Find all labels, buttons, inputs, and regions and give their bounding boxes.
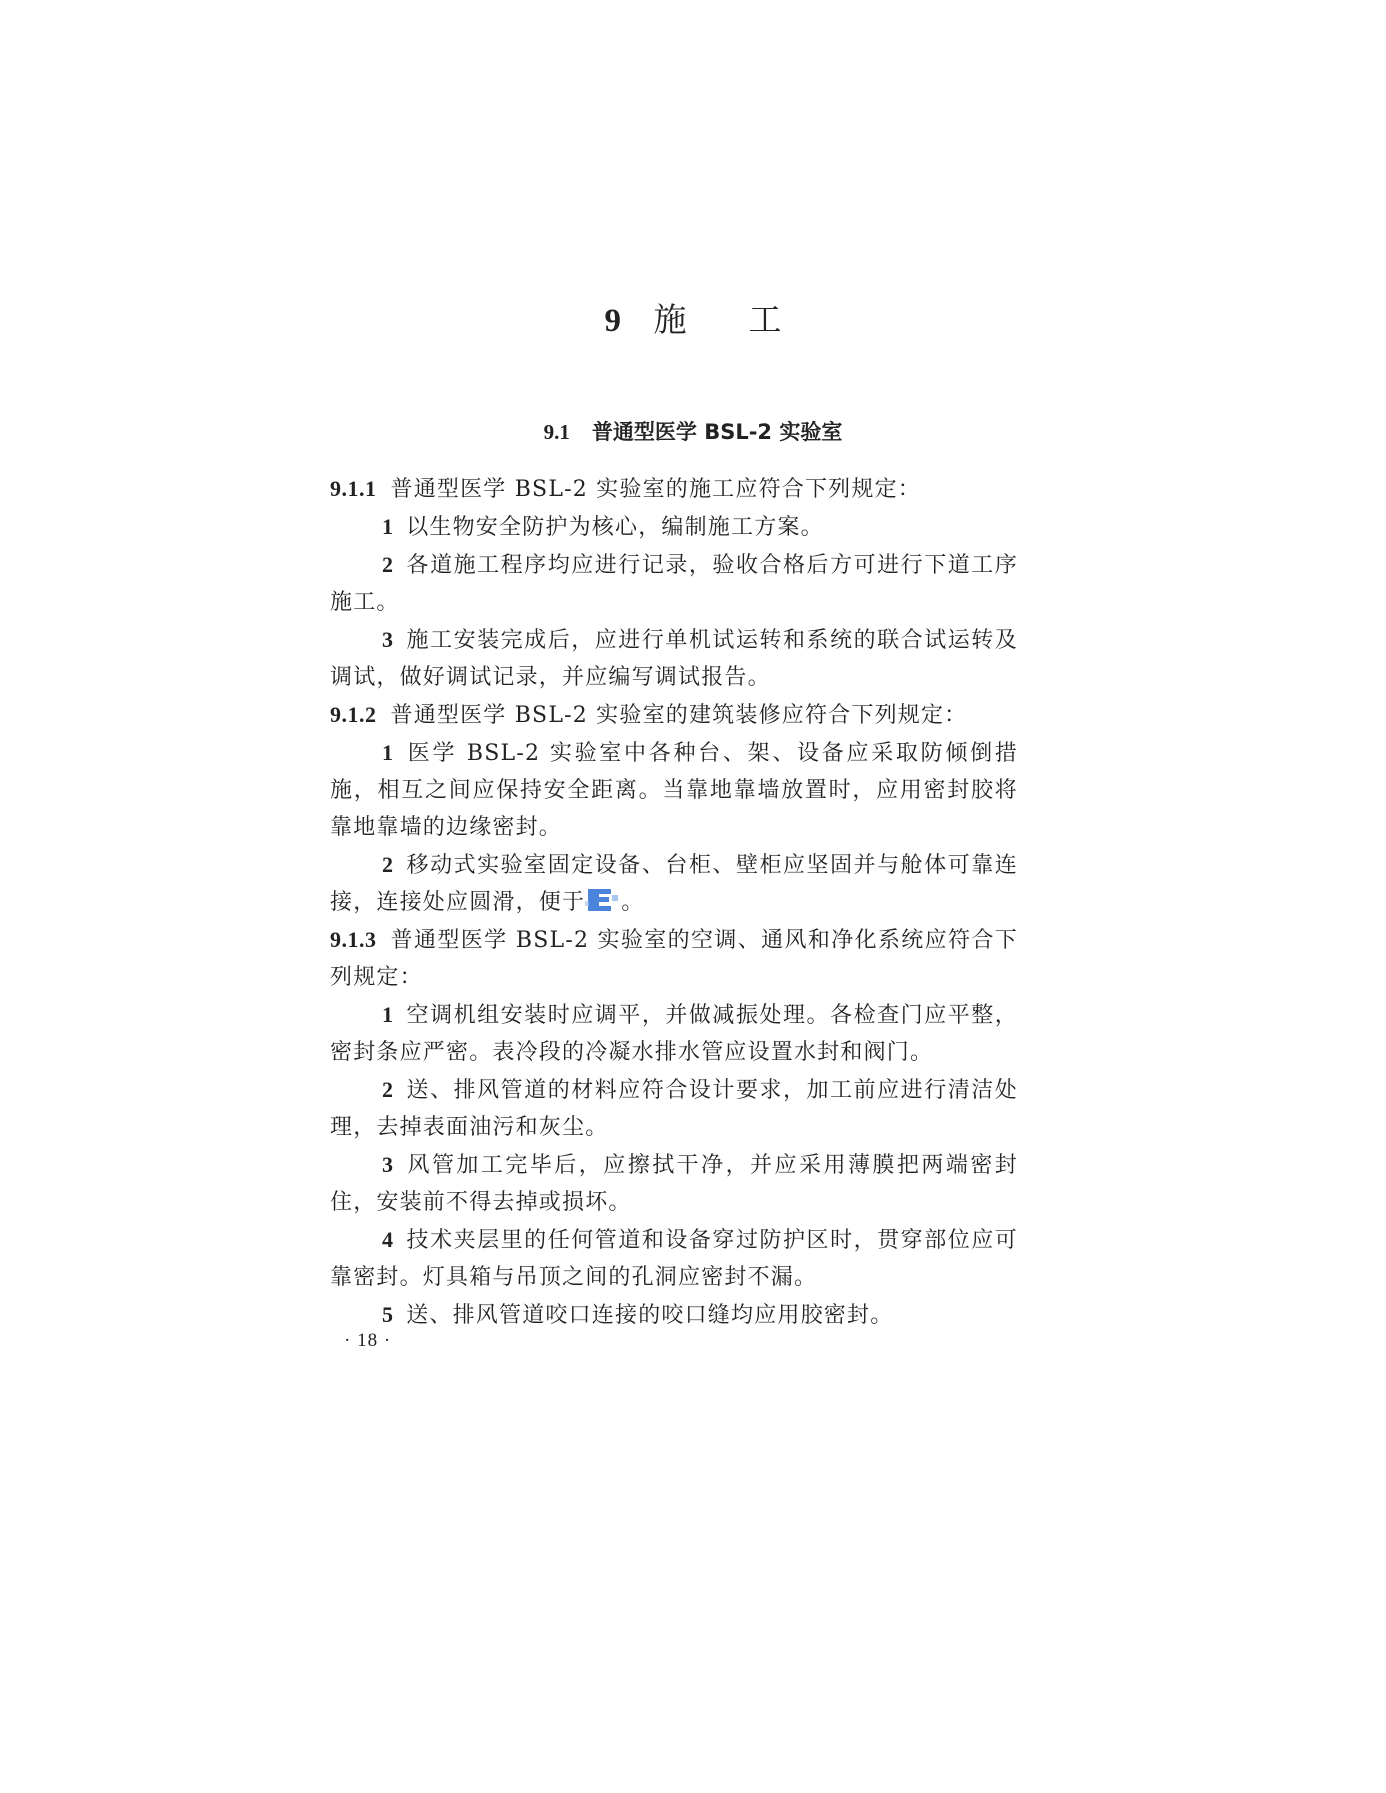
item-text: 技术夹层里的任何管道和设备穿过防护区时，贯穿部位应可靠密封。灯具箱与吊顶之间的孔洞应密封不漏。 (330, 1228, 1018, 1290)
list-item (330, 734, 1018, 846)
item-text: 送、排风管道咬口连接的咬口缝均应用胶密封。 (406, 1303, 894, 1328)
item-number: 1 (382, 514, 395, 539)
item-number: 3 (382, 627, 395, 652)
item-text: 移动式实验室固定设备、台柜、壁柜应坚固并与舱体可靠连接，连接处应圆滑，便于 (330, 853, 1018, 915)
item-number: 1 (382, 740, 395, 765)
clause-number: 9.1.1 (330, 476, 377, 501)
clause-number: 9.1.2 (330, 702, 377, 727)
list-item (330, 1071, 1018, 1146)
item-text: 风管加工完毕后，应擦拭干净，并应采用薄膜把两端密封住，安装前不得去掉或损坏。 (330, 1153, 1018, 1215)
section-heading (0, 418, 1386, 446)
clause-paragraph (330, 696, 1018, 734)
list-item (330, 1146, 1018, 1221)
item-number: 5 (382, 1302, 395, 1327)
item-text: 医学 BSL-2 实验室中各种台、架、设备应采取防倾倒措施，相互之间应保持安全距离。当靠地靠墙放置时，应用密封胶将靠地靠墙的边缘密封。 (330, 741, 1018, 840)
section-number: 9.1 (543, 420, 570, 444)
clause-paragraph (330, 921, 1018, 996)
document-body (330, 470, 1018, 1334)
item-number: 1 (382, 1002, 395, 1027)
item-number: 3 (382, 1152, 395, 1177)
page-number: · 18 · (344, 1330, 392, 1351)
item-number: 4 (382, 1227, 395, 1252)
list-item (330, 508, 1018, 546)
item-text: 送、排风管道的材料应符合设计要求，加工前应进行清洁处理，去掉表面油污和灰尘。 (330, 1078, 1018, 1140)
list-item (330, 1296, 1018, 1334)
item-text: 以生物安全防护为核心，编制施工方案。 (406, 515, 824, 540)
chapter-title-part1: 施 (653, 300, 687, 339)
item-number: 2 (382, 552, 395, 577)
clause-paragraph (330, 470, 1018, 508)
chapter-number: 9 (604, 303, 621, 339)
clause-text: 普通型医学 BSL-2 实验室的施工应符合下列规定： (390, 477, 921, 502)
item-text: 施工安装完成后，应进行单机试运转和系统的联合试运转及调试，做好调试记录，并应编写调试报告。 (330, 628, 1018, 690)
section-title: 普通型医学 BSL-2 实验室 (591, 420, 843, 444)
list-item (330, 846, 1018, 921)
item-number: 2 (382, 1077, 395, 1102)
item-text: 空调机组安装时应调平，并做减振处理。各检查门应平整，密封条应严密。表冷段的冷凝水排水管应设置水封和阀门。 (330, 1003, 1018, 1065)
item-text-end: 。 (621, 890, 645, 915)
stamp-icon (585, 887, 621, 913)
chapter-heading (0, 300, 1386, 341)
list-item (330, 996, 1018, 1071)
clause-number: 9.1.3 (330, 927, 377, 952)
list-item (330, 546, 1018, 621)
item-number: 2 (382, 852, 395, 877)
clause-text: 普通型医学 BSL-2 实验室的建筑装修应符合下列规定： (390, 703, 968, 728)
chapter-title-part2: 工 (748, 300, 782, 339)
item-text: 各道施工程序均应进行记录，验收合格后方可进行下道工序施工。 (330, 553, 1018, 615)
clause-text: 普通型医学 BSL-2 实验室的空调、通风和净化系统应符合下列规定： (330, 928, 1018, 990)
list-item (330, 621, 1018, 696)
list-item (330, 1221, 1018, 1296)
